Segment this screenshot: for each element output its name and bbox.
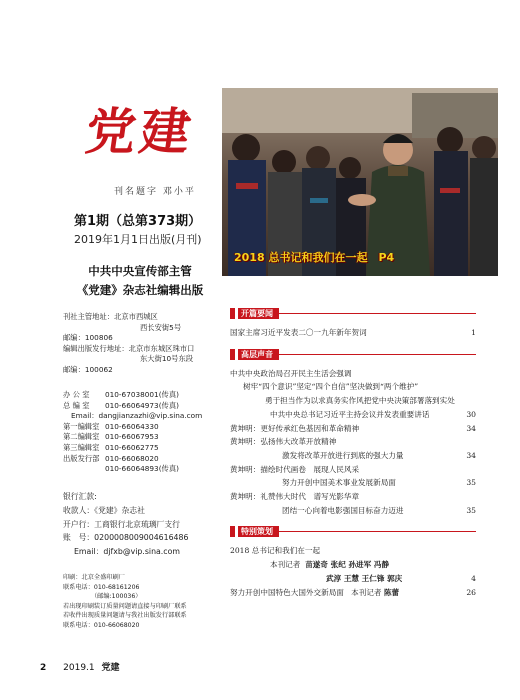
publication-date: 2019年1月1日出版(月刊) <box>74 233 202 246</box>
toc-entry: 中共中央总书记习近平主持会议并发表重要讲话 30 <box>270 409 476 419</box>
postcode-2: 邮编：100062 <box>63 364 113 374</box>
toc-entry: 黄坤明：礼赞伟大时代 谱写光影华章 <box>230 492 360 502</box>
author-names: 武淳 王慧 王仁锋 郭庆 <box>326 573 403 583</box>
address-line-1: 北京市西城区 <box>114 312 158 321</box>
contact-row: 第三编辑室 010-66062775 <box>63 442 159 452</box>
publisher-label: 编辑出版发行地址： <box>63 343 129 353</box>
printer-note-2: 若收件出现质量问题请与我社出版发行部联系 <box>63 612 187 620</box>
postcode-1: 邮编：100806 <box>63 333 113 343</box>
page-footer <box>40 660 120 673</box>
page-number: 2 <box>40 663 47 673</box>
contact-row: Email：dangjianzazhi@vip.sina.com <box>71 411 203 421</box>
address-line-2: 西长安街5号 <box>140 322 182 332</box>
printer-postcode: （邮编:100036） <box>91 593 142 601</box>
section-rule <box>279 313 476 314</box>
publisher-line-1: 北京市东城区珠市口 <box>128 343 195 353</box>
footer-issue: 2019.1 <box>63 663 95 673</box>
author-names: 陈蕾 <box>383 587 400 597</box>
address-label: 刊社主管地址： <box>63 312 115 321</box>
table-of-contents <box>230 308 476 599</box>
magazine-logo: 党建 <box>81 102 199 161</box>
toc-entry: 国家主席习近平发表二〇一九年新年贺词 1 <box>230 328 476 337</box>
address-info <box>63 312 194 376</box>
section-label: 开篇要闻 <box>238 308 279 319</box>
contact-list <box>63 390 202 475</box>
section-label: 高层声音 <box>238 349 279 360</box>
toc-entry: 2018 总书记和我们在一起 <box>230 546 321 556</box>
bank-info <box>63 490 188 559</box>
toc-entry <box>230 558 476 572</box>
section-label: 特别策划 <box>238 526 279 537</box>
bank-title: 银行汇款: <box>63 492 97 501</box>
masthead <box>81 102 206 197</box>
cover-photo <box>222 88 498 276</box>
contact-row: 出版发行部 010-66068020 <box>63 453 159 463</box>
section-header <box>230 526 476 537</box>
reporter-label: 本刊记者 <box>351 587 382 597</box>
toc-entry: 树牢“四个意识”坚定“四个自信”坚决做到“两个维护” <box>243 382 419 392</box>
publisher-line-2: 东大街10号东段 <box>140 354 194 364</box>
bank-account: 账 号：0200008009004616486 <box>63 533 189 543</box>
bank-branch: 开户行：工商银行北京琉璃厂支行 <box>63 519 180 529</box>
contact-row: 第二编辑室 010-66067953 <box>63 432 159 442</box>
toc-entry: 武淳 王慧 王仁锋 郭庆 4 <box>326 573 476 583</box>
footer-magazine-name: 党建 <box>101 663 120 673</box>
logo-inscription: 刊名题字 邓小平 <box>114 187 196 197</box>
section-rule <box>279 531 476 532</box>
toc-entry: 努力开创中国特色大国外交新局面 本刊记者 陈蕾 26 <box>230 587 476 597</box>
sponsor-line-2: 《党建》杂志社编辑出版 <box>76 283 204 297</box>
photo-illustration <box>222 88 498 276</box>
section-bar <box>230 526 235 537</box>
section-header <box>230 308 476 319</box>
contact-row: 总 编 室 010-66064973(传真) <box>63 400 179 410</box>
contact-row: 010-66064893(传真) <box>105 464 179 474</box>
printer-info <box>63 573 187 631</box>
bank-payee: 收款人：《党建》杂志社 <box>63 505 145 515</box>
toc-entry: 努力开创中国美术事业发展新局面 35 <box>282 478 476 488</box>
toc-entry: 勇于担当作为以求真务实作风把党中央决策部署落到实处 <box>265 396 455 406</box>
contact-row: 第一编辑室 010-66064330 <box>63 421 159 431</box>
reporter-label: 本刊记者 <box>270 560 301 570</box>
bank-email: Email：djfxb@vip.sina.com <box>74 547 180 557</box>
section-bar <box>230 308 235 319</box>
sponsor-line-1: 中共中央宣传部主管 <box>88 264 192 278</box>
printer-note-1: 若出现印刷装订质量问题请直接与印刷厂联系 <box>63 602 187 610</box>
section-bar <box>230 349 235 360</box>
toc-entry: 黄坤明：弘扬伟大改革开放精神 <box>230 437 337 447</box>
printer-name: 印刷：北京全盛印刷厂 <box>63 574 125 581</box>
toc-entry: 激发将改革开放进行到底的强大力量 34 <box>282 450 476 460</box>
toc-entry: 中共中央政治局召开民主生活会强调 <box>230 368 352 378</box>
toc-entry: 黄坤明：描绘时代画卷 展现人民风采 <box>230 464 360 474</box>
author-names: 苗遂奇 张纪 孙进军 冯静 <box>305 560 390 570</box>
sponsor-block <box>60 262 220 300</box>
issue-number: 第1期（总第373期） <box>74 214 202 229</box>
printer-phone: 联系电话：010-68161206 <box>63 583 140 591</box>
printer-phone-2: 联系电话：010-66068020 <box>63 621 140 629</box>
contact-row: 办 公 室 010-67038001(传真) <box>63 390 179 399</box>
toc-entry: 黄坤明：更好传承红色基因和革命精神 34 <box>230 423 476 433</box>
section-header <box>230 349 476 360</box>
toc-entry: 团结一心向着电影强国目标奋力迈进 35 <box>282 505 476 515</box>
section-rule <box>279 354 476 355</box>
photo-caption: 2018 总书记和我们在一起 P4 <box>234 251 395 264</box>
